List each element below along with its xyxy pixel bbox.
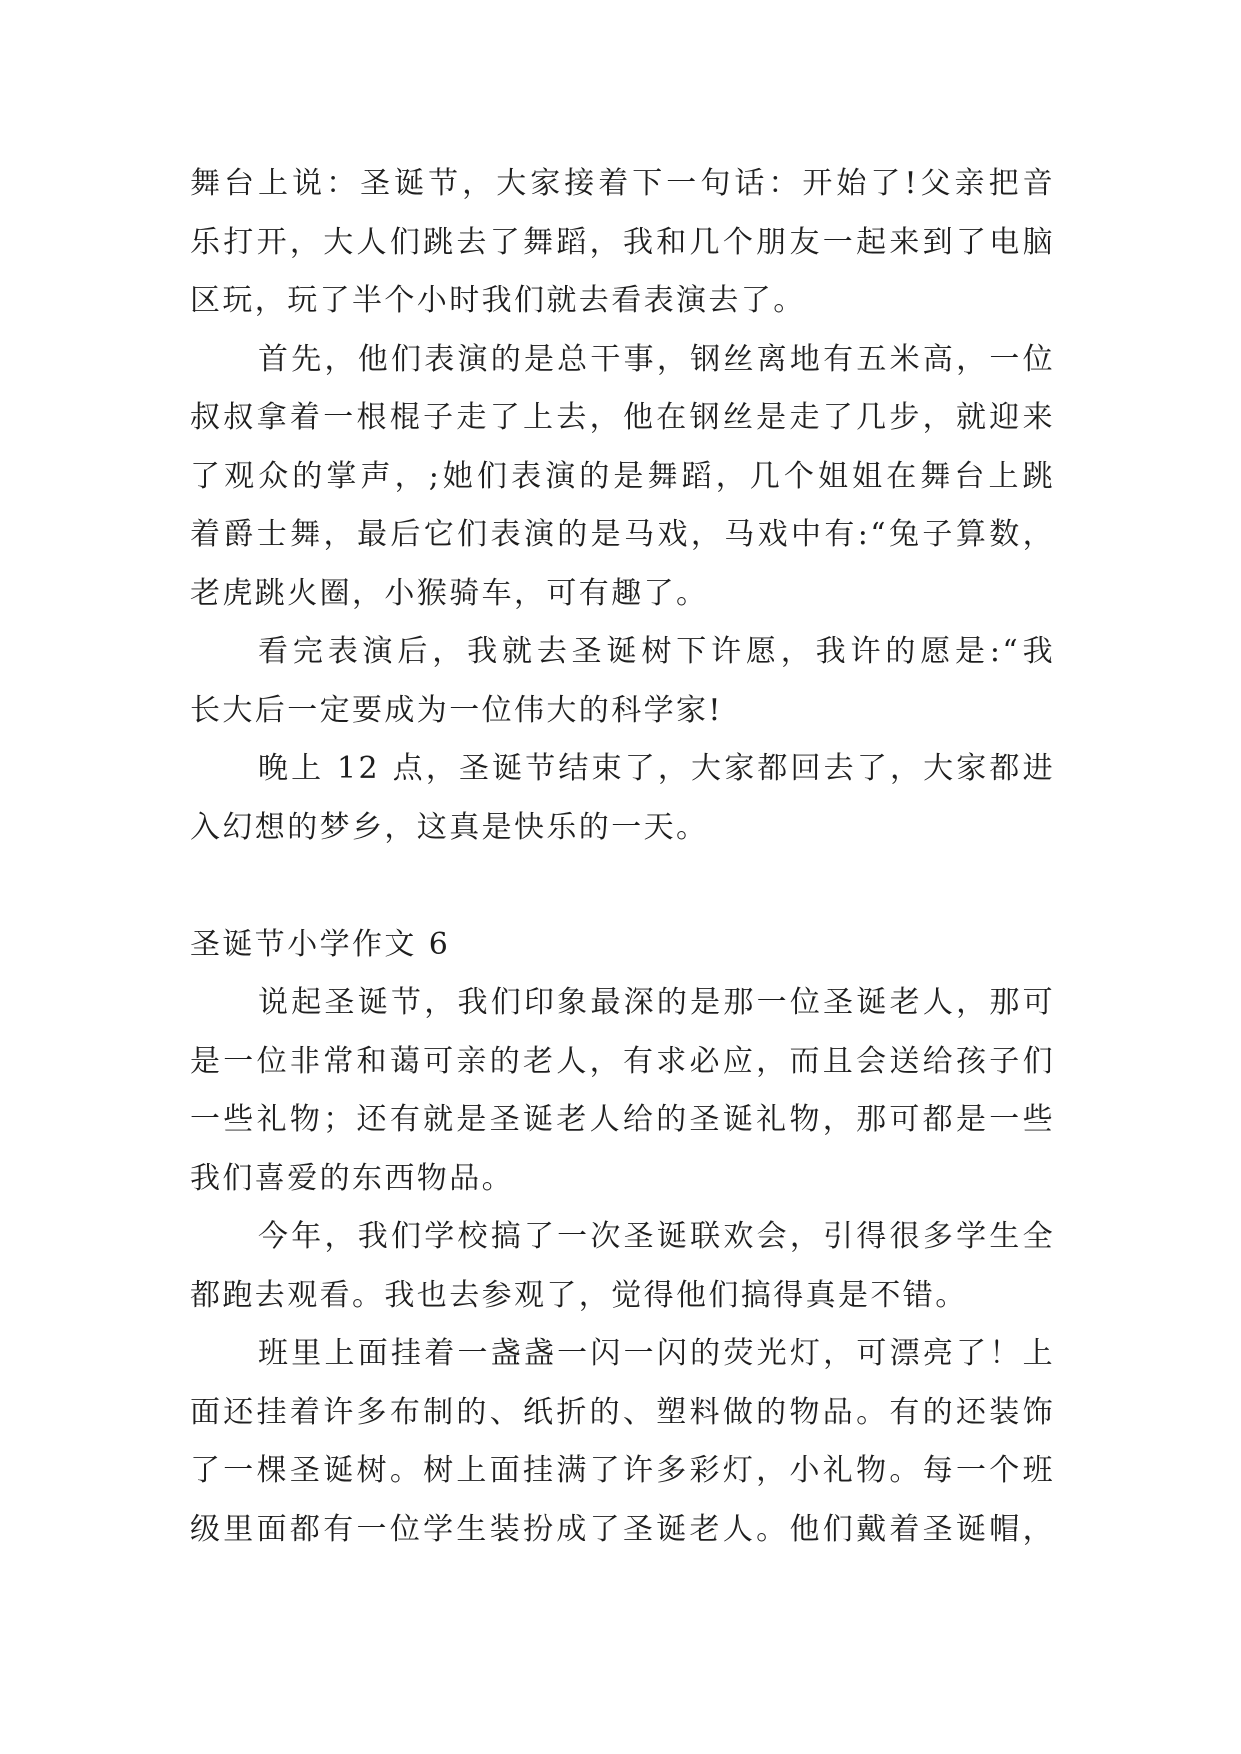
- text-line: 班里上面挂着一盏盏一闪一闪的荧光灯，可漂亮了！上: [258, 1336, 1055, 1371]
- text-line: 我们喜爱的东西物品。: [190, 1160, 514, 1196]
- text-line: 了一棵圣诞树。树上面挂满了许多彩灯，小礼物。每一个班: [190, 1453, 1055, 1488]
- text-line: 说起圣诞节，我们印象最深的是那一位圣诞老人，那可: [258, 985, 1055, 1020]
- text-line: 叔叔拿着一根棍子走了上去，他在钢丝是走了几步，就迎来: [190, 400, 1055, 435]
- section-title: 圣诞节小学作文 6: [190, 926, 451, 962]
- text-line: 长大后一定要成为一位伟大的科学家!: [190, 692, 723, 728]
- paragraph: [190, 155, 1055, 331]
- text-line: 是一位非常和蔼可亲的老人，有求必应，而且会送给孩子们: [190, 1043, 1055, 1079]
- text-line: 晚上 12 点，圣诞节结束了，大家都回去了，大家都进: [258, 751, 1055, 786]
- text-line: 舞台上说：圣诞节，大家接着下一句话：开始了!父亲把音: [190, 166, 1055, 201]
- text-line: 了观众的掌声，;她们表演的是舞蹈，几个姐姐在舞台上跳: [190, 458, 1055, 494]
- paragraph: [190, 331, 1055, 624]
- paragraph: [190, 623, 1055, 740]
- paragraph: [190, 740, 1055, 857]
- text-line: 乐打开，大人们跳去了舞蹈，我和几个朋友一起来到了电脑: [190, 224, 1055, 260]
- text-line: 入幻想的梦乡，这真是快乐的一天。: [190, 809, 709, 845]
- text-line: 区玩，玩了半个小时我们就去看表演去了。: [190, 283, 806, 318]
- text-line: 一些礼物；还有就是圣诞老人给的圣诞礼物，那可都是一些: [190, 1102, 1055, 1137]
- text-line: 面还挂着许多布制的、纸折的、塑料做的物品。有的还装饰: [190, 1394, 1055, 1430]
- text-line: 首先，他们表演的是总干事，钢丝离地有五米高，一位: [258, 341, 1055, 377]
- text-line: 老虎跳火圈，小猴骑车，可有趣了。: [190, 575, 709, 611]
- blank-line: [190, 857, 1055, 916]
- text-line: 都跑去观看。我也去参观了，觉得他们搞得真是不错。: [190, 1277, 968, 1313]
- paragraph: [190, 1325, 1055, 1559]
- text-line: 着爵士舞，最后它们表演的是马戏，马戏中有:“兔子算数，: [190, 517, 1055, 552]
- text-line: 今年，我们学校搞了一次圣诞联欢会，引得很多学生全: [258, 1219, 1055, 1254]
- text-line: 级里面都有一位学生装扮成了圣诞老人。他们戴着圣诞帽，: [190, 1511, 1055, 1547]
- paragraph: [190, 974, 1055, 1208]
- document-body: [190, 155, 1055, 1559]
- text-line: 看完表演后，我就去圣诞树下许愿，我许的愿是:“我: [258, 634, 1055, 669]
- paragraph: [190, 1208, 1055, 1325]
